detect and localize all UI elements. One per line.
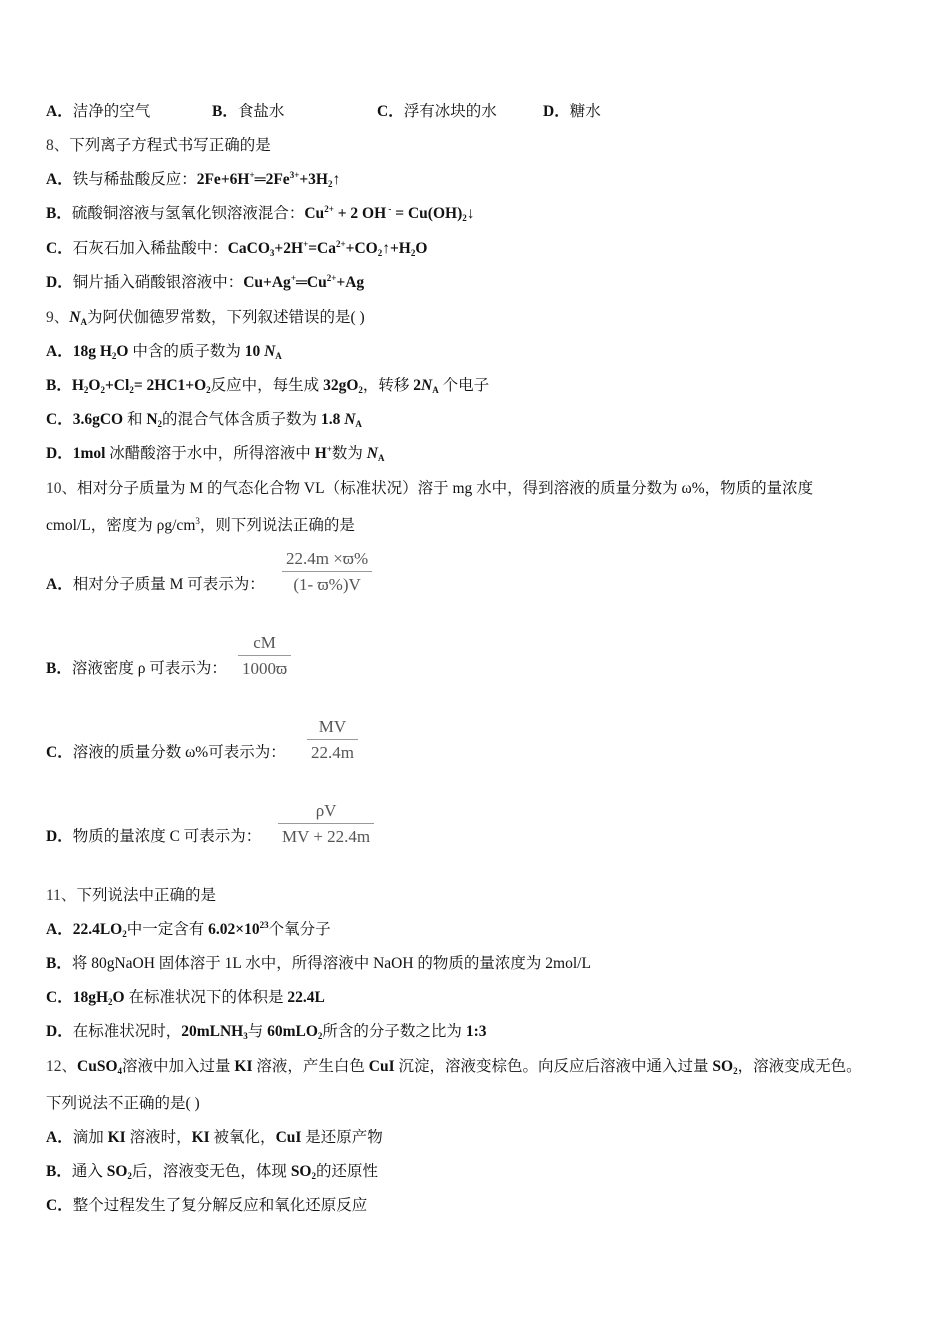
q12-option-b: B．通入 $SO_2$后，溶液变无色，体现 $SO_2$的还原性 bbox=[46, 1163, 379, 1181]
q10-option-d-fraction: ρV MV + 22.4m bbox=[278, 800, 374, 848]
q8-option-d: D．铜片插入硝酸银溶液中：$Cu+Ag^+═Cu^{2+}+Ag$ bbox=[46, 273, 365, 291]
q10-option-a-fraction: 22.4m ×ϖ% (1- ϖ%)V bbox=[282, 548, 372, 596]
q9-option-d: D．1mol 冰醋酸溶于水中，所得溶液中 H+数为 $N_A$ bbox=[46, 444, 385, 463]
q12-option-a: A．滴加 KI 溶液时，KI 被氧化，CuI 是还原产物 bbox=[46, 1129, 383, 1146]
q11-stem: 11、下列说法中正确的是 bbox=[46, 887, 216, 904]
q8-option-b: B．硫酸铜溶液与氢氧化钡溶液混合：$Cu^{2+} + 2$ OH $^- = Cu(OH)_2↓$ bbox=[46, 204, 475, 223]
q11-option-a: A．$22.4LO_2$中一定含有 $6.02\times 10^{23}$个氧分子 bbox=[46, 920, 331, 939]
q10-option-c: C．溶液的质量分数 ω%可表示为： bbox=[46, 744, 286, 761]
q7-option-a: A．洁净的空气 bbox=[46, 103, 151, 120]
q9-option-c: C．3.6gCO 和 $N_2$的混合气体含质子数为 1.8 $N_A$ bbox=[46, 411, 362, 429]
q12-stem-line1: 12、CuSO$_4$溶液中加入过量 KI 溶液，产生白色 CuI 沉淀，溶液变棕色。向反应后溶液中通入过量 $SO_2$，溶液变成无色。 bbox=[46, 1058, 862, 1076]
q9-option-b: B．$H_2O_2+Cl_2= 2HC1+O_2$反应中，每生成 $32gO_2$，转移 $2N_A$ 个电子 bbox=[46, 377, 490, 395]
q10-option-c-fraction: MV 22.4m bbox=[307, 716, 358, 764]
q7-option-d: D．糖水 bbox=[543, 103, 601, 120]
q10-option-a: A．相对分子质量 M 可表示为： bbox=[46, 576, 265, 593]
q9-option-a: A．18g $H_2O$ 中含的质子数为 10 $N_A$ bbox=[46, 343, 282, 361]
q8-option-a: A．铁与稀盐酸反应：$2Fe+6H^+═2Fe^{3+}+3H_2↑$ bbox=[46, 170, 341, 189]
q9-stem: 9、$N_A$为阿伏伽德罗常数，下列叙述错误的是( ) bbox=[46, 309, 365, 327]
q8-option-c: C．石灰石加入稀盐酸中：$CaCO_3+2H^+=Ca^{2+}+CO_2↑+H_2O$ bbox=[46, 239, 428, 258]
q11-option-d: D．在标准状况时，20mLNH$_3$与 60mLO$_2$所含的分子数之比为 1:3 bbox=[46, 1023, 487, 1041]
q7-option-c: C．浮有冰块的水 bbox=[377, 103, 497, 120]
q10-stem-line1: 10、相对分子质量为 M 的气态化合物 VL（标准状况）溶于 mg 水中，得到溶液的质量分数为 ω%，物质的量浓度 bbox=[46, 480, 814, 497]
q12-stem-line2: 下列说法不正确的是( ) bbox=[46, 1095, 200, 1112]
q7-option-b: B．食盐水 bbox=[212, 103, 285, 120]
q10-option-d: D．物质的量浓度 C 可表示为： bbox=[46, 828, 262, 845]
q8-stem: 8、下列离子方程式书写正确的是 bbox=[46, 137, 271, 154]
q11-option-b: B．将 80gNaOH 固体溶于 1L 水中，所得溶液中 NaOH 的物质的量浓度为 2mol/L bbox=[46, 955, 591, 972]
q10-option-b: B．溶液密度 ρ 可表示为： bbox=[46, 660, 227, 677]
q12-option-c: C．整个过程发生了复分解反应和氧化还原反应 bbox=[46, 1197, 368, 1214]
q10-stem-line2: cmol/L，密度为 $\rho g/cm^3$，则下列说法正确的是 bbox=[46, 516, 355, 534]
q10-option-b-fraction: cM 1000ϖ bbox=[238, 632, 291, 680]
q11-option-c: C．$18gH_2O$ 在标准状况下的体积是 22.4L bbox=[46, 989, 325, 1007]
